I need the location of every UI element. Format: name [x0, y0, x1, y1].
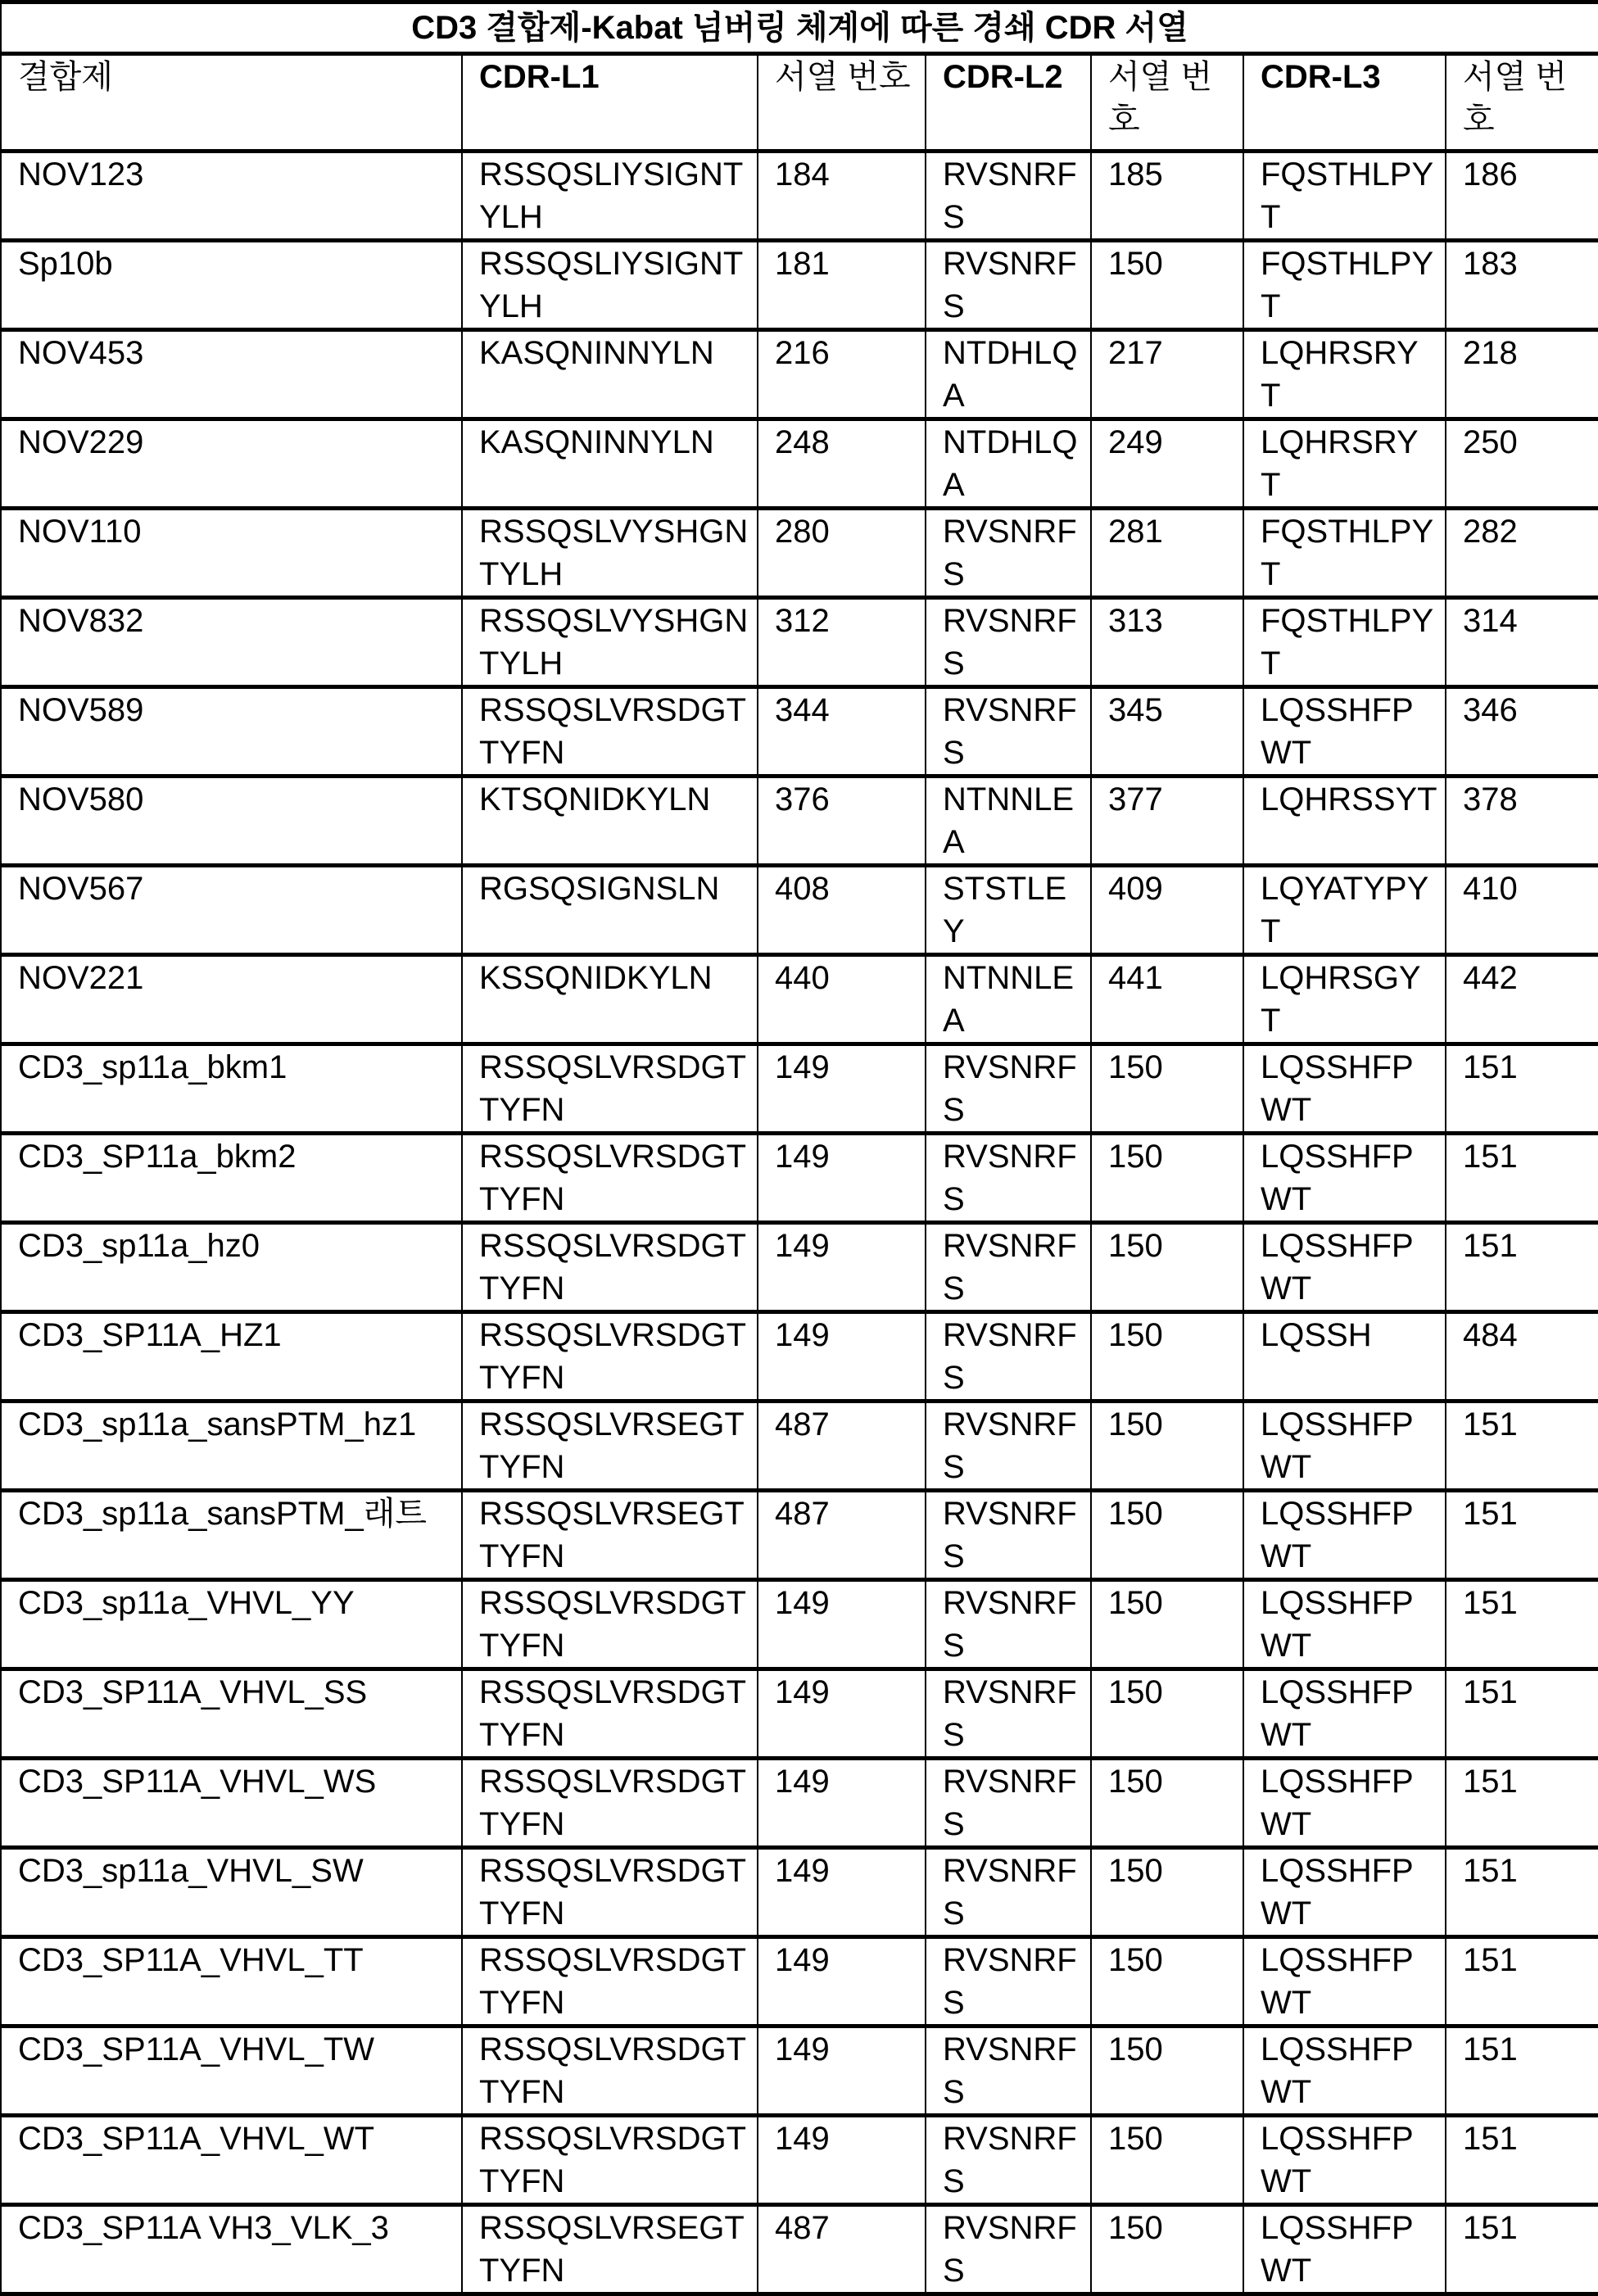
seq-id-cell: 185: [1091, 152, 1243, 241]
cdr-l3-cell: LQSSHFPWT: [1243, 2205, 1446, 2294]
binder-cell: NOV567: [1, 866, 462, 955]
seq-id-cell: 149: [758, 1669, 926, 1759]
seq-id-cell: 151: [1446, 1044, 1598, 1134]
seq-id-cell: 151: [1446, 1402, 1598, 1491]
seq-id-cell: 487: [758, 2205, 926, 2294]
table-row: [1, 955, 1598, 1044]
cdr-l3-cell: FQSTHLPYT: [1243, 241, 1446, 330]
binder-cell: CD3_SP11a_bkm2: [1, 1134, 462, 1223]
binder-cell: CD3_sp11a_VHVL_YY: [1, 1580, 462, 1669]
binder-cell: Sp10b: [1, 241, 462, 330]
seq-id-cell: 280: [758, 509, 926, 598]
cdr-l3-cell: LQSSHFPWT: [1243, 1580, 1446, 1669]
seq-id-cell: 150: [1091, 1491, 1243, 1580]
cdr-l2-cell: NTDHLQA: [926, 419, 1091, 509]
seq-id-cell: 151: [1446, 1937, 1598, 2027]
binder-cell: CD3_sp11a_sansPTM_래트: [1, 1491, 462, 1580]
cdr-l3-cell: LQSSHFPWT: [1243, 1937, 1446, 2027]
seq-id-cell: 150: [1091, 1669, 1243, 1759]
seq-id-cell: 150: [1091, 1937, 1243, 2027]
cdr-l3-cell: LQSSHFPWT: [1243, 1848, 1446, 1937]
seq-id-cell: 410: [1446, 866, 1598, 955]
seq-id-cell: 484: [1446, 1312, 1598, 1402]
table-row: [1, 152, 1598, 241]
seq-id-cell: 149: [758, 1580, 926, 1669]
seq-id-cell: 150: [1091, 241, 1243, 330]
seq-id-cell: 487: [758, 1402, 926, 1491]
binder-cell: NOV221: [1, 955, 462, 1044]
seq-id-cell: 408: [758, 866, 926, 955]
table-row: [1, 330, 1598, 419]
seq-id-cell: 150: [1091, 2205, 1243, 2294]
seq-id-cell: 149: [758, 1312, 926, 1402]
cdr-l1-cell: RSSQSLVRSDGTTYFN: [462, 1223, 758, 1312]
seq-id-cell: 217: [1091, 330, 1243, 419]
header-cdr-l3: CDR-L3: [1243, 54, 1446, 152]
seq-id-cell: 345: [1091, 687, 1243, 777]
seq-id-cell: 150: [1091, 1759, 1243, 1848]
seq-id-cell: 151: [1446, 1491, 1598, 1580]
cdr-l3-cell: LQHRSGYT: [1243, 955, 1446, 1044]
seq-id-cell: 151: [1446, 1223, 1598, 1312]
seq-id-cell: 181: [758, 241, 926, 330]
cdr-l3-cell: LQSSHFPWT: [1243, 1402, 1446, 1491]
header-seq-id: 서열 번호: [1446, 54, 1598, 152]
seq-id-cell: 250: [1446, 419, 1598, 509]
cdr-l1-cell: RSSQSLVYSHGNTYLH: [462, 598, 758, 687]
cdr-l1-cell: RSSQSLVRSDGTTYFN: [462, 687, 758, 777]
cdr-l1-cell: RSSQSLVRSDGTTYFN: [462, 2027, 758, 2116]
seq-id-cell: 376: [758, 777, 926, 866]
table-row: [1, 2116, 1598, 2205]
cdr-l2-cell: RVSNRFS: [926, 1044, 1091, 1134]
table-row: [1, 1134, 1598, 1223]
cdr-l1-cell: RSSQSLVRSDGTTYFN: [462, 1134, 758, 1223]
cdr-l3-cell: LQSSHFPWT: [1243, 1134, 1446, 1223]
seq-id-cell: 344: [758, 687, 926, 777]
seq-id-cell: 150: [1091, 1134, 1243, 1223]
seq-id-cell: 151: [1446, 1134, 1598, 1223]
seq-id-cell: 150: [1091, 1580, 1243, 1669]
cdr-l1-cell: RSSQSLVRSDGTTYFN: [462, 1044, 758, 1134]
cdr-l3-cell: LQYATYPYT: [1243, 866, 1446, 955]
header-seq-id: 서열 번호: [758, 54, 926, 152]
cdr-l3-cell: FQSTHLPYT: [1243, 598, 1446, 687]
table-row: [1, 1402, 1598, 1491]
table-row: [1, 1491, 1598, 1580]
cdr-l1-cell: KSSQNIDKYLN: [462, 955, 758, 1044]
seq-id-cell: 184: [758, 152, 926, 241]
cdr-l1-cell: RSSQSLVRSDGTTYFN: [462, 1669, 758, 1759]
table-row: [1, 2027, 1598, 2116]
seq-id-cell: 313: [1091, 598, 1243, 687]
cdr-l2-cell: RVSNRFS: [926, 241, 1091, 330]
cdr-l2-cell: RVSNRFS: [926, 1134, 1091, 1223]
seq-id-cell: 150: [1091, 1312, 1243, 1402]
cdr-l1-cell: RSSQSLVRSDGTTYFN: [462, 1759, 758, 1848]
seq-id-cell: 149: [758, 1134, 926, 1223]
binder-cell: CD3_SP11A_VHVL_SS: [1, 1669, 462, 1759]
table-row: [1, 687, 1598, 777]
table-row: [1, 866, 1598, 955]
seq-id-cell: 248: [758, 419, 926, 509]
cdr-l1-cell: RSSQSLVRSDGTTYFN: [462, 1580, 758, 1669]
cdr-l2-cell: RVSNRFS: [926, 1491, 1091, 1580]
cdr-l1-cell: RSSQSLVRSDGTTYFN: [462, 1848, 758, 1937]
seq-id-cell: 314: [1446, 598, 1598, 687]
table-row: [1, 777, 1598, 866]
seq-id-cell: 377: [1091, 777, 1243, 866]
seq-id-cell: 151: [1446, 2205, 1598, 2294]
binder-cell: NOV589: [1, 687, 462, 777]
cdr-l1-cell: RGSQSIGNSLN: [462, 866, 758, 955]
binder-cell: CD3_sp11a_sansPTM_hz1: [1, 1402, 462, 1491]
seq-id-cell: 151: [1446, 1759, 1598, 1848]
header-binder: 결합제: [1, 54, 462, 152]
cdr-l2-cell: RVSNRFS: [926, 1223, 1091, 1312]
cdr-l1-cell: RSSQSLVRSEGTTYFN: [462, 1402, 758, 1491]
binder-cell: NOV110: [1, 509, 462, 598]
seq-id-cell: 218: [1446, 330, 1598, 419]
table-row: [1, 1937, 1598, 2027]
cdr-l2-cell: NTNNLEA: [926, 955, 1091, 1044]
cdr-l2-cell: NTDHLQA: [926, 330, 1091, 419]
seq-id-cell: 150: [1091, 1044, 1243, 1134]
seq-id-cell: 149: [758, 1044, 926, 1134]
table-row: [1, 1223, 1598, 1312]
cdr-l2-cell: RVSNRFS: [926, 2116, 1091, 2205]
seq-id-cell: 149: [758, 1937, 926, 2027]
table-row: [1, 2205, 1598, 2294]
binder-cell: CD3_sp11a_VHVL_SW: [1, 1848, 462, 1937]
seq-id-cell: 186: [1446, 152, 1598, 241]
cdr-l2-cell: RVSNRFS: [926, 1759, 1091, 1848]
seq-id-cell: 183: [1446, 241, 1598, 330]
cdr-l3-cell: LQHRSRYT: [1243, 330, 1446, 419]
table-row: [1, 1848, 1598, 1937]
cdr-l1-cell: RSSQSLVRSDGTTYFN: [462, 1937, 758, 2027]
binder-cell: CD3_SP11A_HZ1: [1, 1312, 462, 1402]
seq-id-cell: 151: [1446, 2027, 1598, 2116]
cdr-l1-cell: KASQNINNYLN: [462, 330, 758, 419]
seq-id-cell: 441: [1091, 955, 1243, 1044]
cdr-l1-cell: RSSQSLVYSHGNTYLH: [462, 509, 758, 598]
cdr-l3-cell: FQSTHLPYT: [1243, 152, 1446, 241]
binder-cell: NOV580: [1, 777, 462, 866]
table-row: [1, 598, 1598, 687]
binder-cell: NOV229: [1, 419, 462, 509]
binder-cell: NOV453: [1, 330, 462, 419]
cdr-l2-cell: RVSNRFS: [926, 152, 1091, 241]
seq-id-cell: 281: [1091, 509, 1243, 598]
cdr-l2-cell: RVSNRFS: [926, 687, 1091, 777]
cdr-l2-cell: RVSNRFS: [926, 509, 1091, 598]
cdr-l3-cell: FQSTHLPYT: [1243, 509, 1446, 598]
seq-id-cell: 150: [1091, 1402, 1243, 1491]
seq-id-cell: 442: [1446, 955, 1598, 1044]
cdr-l3-cell: LQHRSSYT: [1243, 777, 1446, 866]
cdr-l1-cell: RSSQSLIYSIGNTYLH: [462, 152, 758, 241]
seq-id-cell: 282: [1446, 509, 1598, 598]
table-row: [1, 1044, 1598, 1134]
cdr-l1-cell: KASQNINNYLN: [462, 419, 758, 509]
cdr-l1-cell: RSSQSLVRSDGTTYFN: [462, 2116, 758, 2205]
cdr-l3-cell: LQSSHFPWT: [1243, 2027, 1446, 2116]
cdr-l2-cell: RVSNRFS: [926, 2027, 1091, 2116]
seq-id-cell: 150: [1091, 1223, 1243, 1312]
cdr-l2-cell: RVSNRFS: [926, 1937, 1091, 2027]
header-row: [1, 54, 1598, 152]
cdr-l2-cell: RVSNRFS: [926, 598, 1091, 687]
binder-cell: CD3_sp11a_hz0: [1, 1223, 462, 1312]
cdr-l3-cell: LQSSHFPWT: [1243, 1044, 1446, 1134]
cdr-l3-cell: LQSSH: [1243, 1312, 1446, 1402]
binder-cell: CD3_SP11A_VHVL_TT: [1, 1937, 462, 2027]
cdr-table: [0, 0, 1598, 2296]
table-row: [1, 241, 1598, 330]
seq-id-cell: 487: [758, 1491, 926, 1580]
seq-id-cell: 312: [758, 598, 926, 687]
seq-id-cell: 151: [1446, 1669, 1598, 1759]
cdr-l3-cell: LQSSHFPWT: [1243, 1491, 1446, 1580]
seq-id-cell: 249: [1091, 419, 1243, 509]
cdr-l2-cell: RVSNRFS: [926, 1580, 1091, 1669]
seq-id-cell: 150: [1091, 1848, 1243, 1937]
binder-cell: CD3_SP11A_VHVL_TW: [1, 2027, 462, 2116]
binder-cell: CD3_SP11A VH3_VLK_3: [1, 2205, 462, 2294]
table-row: [1, 1580, 1598, 1669]
seq-id-cell: 151: [1446, 2116, 1598, 2205]
cdr-l1-cell: RSSQSLVRSEGTTYFN: [462, 1491, 758, 1580]
cdr-l1-cell: RSSQSLVRSEGTTYFN: [462, 2205, 758, 2294]
seq-id-cell: 378: [1446, 777, 1598, 866]
cdr-l2-cell: STSTLEY: [926, 866, 1091, 955]
table-row: [1, 509, 1598, 598]
seq-id-cell: 409: [1091, 866, 1243, 955]
binder-cell: CD3_SP11A_VHVL_WT: [1, 2116, 462, 2205]
cdr-l2-cell: RVSNRFS: [926, 1848, 1091, 1937]
seq-id-cell: 149: [758, 1759, 926, 1848]
cdr-l3-cell: LQSSHFPWT: [1243, 687, 1446, 777]
cdr-l2-cell: RVSNRFS: [926, 1402, 1091, 1491]
cdr-l3-cell: LQSSHFPWT: [1243, 1759, 1446, 1848]
seq-id-cell: 149: [758, 2027, 926, 2116]
cdr-l3-cell: LQSSHFPWT: [1243, 1669, 1446, 1759]
table-title: CD3 결합제-Kabat 넘버링 체계에 따른 경쇄 CDR 서열: [1, 2, 1598, 54]
seq-id-cell: 151: [1446, 1580, 1598, 1669]
cdr-l2-cell: NTNNLEA: [926, 777, 1091, 866]
seq-id-cell: 151: [1446, 1848, 1598, 1937]
table-row: [1, 1312, 1598, 1402]
binder-cell: NOV832: [1, 598, 462, 687]
table-row: [1, 1669, 1598, 1759]
seq-id-cell: 149: [758, 2116, 926, 2205]
seq-id-cell: 346: [1446, 687, 1598, 777]
header-cdr-l2: CDR-L2: [926, 54, 1091, 152]
header-seq-id: 서열 번호: [1091, 54, 1243, 152]
cdr-l1-cell: KTSQNIDKYLN: [462, 777, 758, 866]
binder-cell: NOV123: [1, 152, 462, 241]
seq-id-cell: 150: [1091, 2116, 1243, 2205]
cdr-l2-cell: RVSNRFS: [926, 1312, 1091, 1402]
cdr-l1-cell: RSSQSLIYSIGNTYLH: [462, 241, 758, 330]
seq-id-cell: 149: [758, 1223, 926, 1312]
table-row: [1, 419, 1598, 509]
header-cdr-l1: CDR-L1: [462, 54, 758, 152]
cdr-l3-cell: LQSSHFPWT: [1243, 2116, 1446, 2205]
binder-cell: CD3_SP11A_VHVL_WS: [1, 1759, 462, 1848]
cdr-l2-cell: RVSNRFS: [926, 2205, 1091, 2294]
seq-id-cell: 149: [758, 1848, 926, 1937]
binder-cell: CD3_sp11a_bkm1: [1, 1044, 462, 1134]
table-row: [1, 1759, 1598, 1848]
cdr-l3-cell: LQSSHFPWT: [1243, 1223, 1446, 1312]
seq-id-cell: 216: [758, 330, 926, 419]
seq-id-cell: 150: [1091, 2027, 1243, 2116]
cdr-l1-cell: RSSQSLVRSDGTTYFN: [462, 1312, 758, 1402]
seq-id-cell: 440: [758, 955, 926, 1044]
cdr-l3-cell: LQHRSRYT: [1243, 419, 1446, 509]
cdr-l2-cell: RVSNRFS: [926, 1669, 1091, 1759]
